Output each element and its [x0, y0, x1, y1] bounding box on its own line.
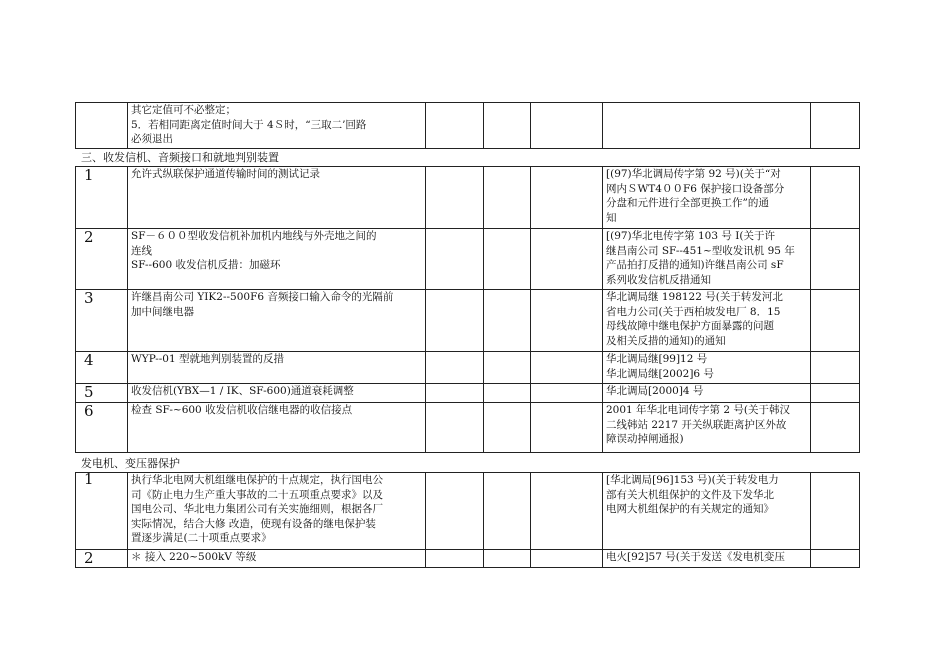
reference-cell: 电火[92]57 号(关于发送《发电机变压	[603, 550, 811, 568]
item-content: 检查 SF-~600 收发信机收信继电器的收信接点	[128, 403, 426, 453]
reference-cell: [华北调局[96]153 号)(关于转发电力 部有关大机组保护的文件及下发华北 电网大机组保护的有关规定的通知》	[603, 473, 811, 550]
row-number: 4	[76, 352, 128, 384]
empty-cell	[484, 103, 531, 149]
item-content: ＊ 接入 220~500kV 等级	[128, 550, 426, 568]
table-row	[76, 384, 860, 403]
empty-cell	[426, 352, 484, 384]
row-number: 6	[76, 403, 128, 453]
row-number: 1	[76, 473, 128, 550]
section-heading: 发电机、变压器保护	[81, 457, 180, 470]
empty-cell	[484, 229, 531, 290]
empty-cell	[531, 229, 603, 290]
empty-cell	[531, 403, 603, 453]
reference-cell	[603, 103, 811, 149]
row-number	[76, 103, 128, 149]
empty-cell	[484, 384, 531, 403]
empty-cell	[484, 473, 531, 550]
reference-cell: 华北调局继[99]12 号 华北调局继[2002]6 号	[603, 352, 811, 384]
table-row	[76, 473, 860, 550]
empty-cell	[531, 103, 603, 149]
row-number: 3	[76, 290, 128, 352]
item-content: 收发信机(YBX—1 / IK、SF-600)通道衰耗调整	[128, 384, 426, 403]
empty-cell	[426, 103, 484, 149]
table-row	[76, 103, 860, 149]
empty-cell	[426, 473, 484, 550]
reference-cell: 2001 年华北电词传字第 2 号(关于韩汉 二线韩站 2217 开关纵联距离护区外故 障误动掉闸通报)	[603, 403, 811, 453]
reference-cell: [(97)华北电传字第 103 号 I(关于许 继昌南公司 SF--451~型收发讯机 95 年 产品拍打反措的通知)许继昌南公司 sF 系列收发信机反措通知	[603, 229, 811, 290]
item-content: SF－６００型收发信机补加机内地线与外壳地之间的 连线 SF--600 收发信机反措：加磁环	[128, 229, 426, 290]
empty-cell	[484, 403, 531, 453]
empty-cell	[531, 167, 603, 229]
reference-cell: 华北调局[2000]4 号	[603, 384, 811, 403]
empty-cell	[426, 384, 484, 403]
reference-cell: 华北调局继 198122 号(关于转发河北 省电力公司(关于西柏坡发电厂 8．15 母线故障中继电保护方面暴露的问题 及相关反措的通知)的通知	[603, 290, 811, 352]
empty-cell	[426, 403, 484, 453]
empty-cell	[484, 290, 531, 352]
table-row	[76, 550, 860, 568]
reference-cell: [(97)华北调局传字第 92 号)(关于“对 网内ＳWT4００F6 保护接口设备部分 分盘和元件进行全部更换工作”的通 知	[603, 167, 811, 229]
empty-cell	[531, 473, 603, 550]
row-number: 5	[76, 384, 128, 403]
empty-cell	[811, 167, 860, 229]
row-number: 2	[76, 550, 128, 568]
table-row	[76, 167, 860, 229]
item-content: 其它定值可不必整定； 5．若相同距离定值时间大于 4Ｓ时，“三取二’回路 必须退出	[128, 103, 426, 149]
empty-cell	[811, 403, 860, 453]
table-continued	[75, 102, 860, 149]
empty-cell	[426, 290, 484, 352]
table-generator-protection	[75, 472, 860, 568]
empty-cell	[531, 290, 603, 352]
table-row	[76, 352, 860, 384]
row-number: 1	[76, 167, 128, 229]
item-content: 许继昌南公司 YIK2--500F6 音频接口输入命令的光隔前 加中间继电器	[128, 290, 426, 352]
table-row	[76, 229, 860, 290]
empty-cell	[531, 352, 603, 384]
table-row	[76, 290, 860, 352]
empty-cell	[531, 550, 603, 568]
empty-cell	[426, 229, 484, 290]
empty-cell	[484, 167, 531, 229]
section-heading: 三、收发信机、音频接口和就地判别装置	[81, 151, 279, 164]
item-content: 执行华北电网大机组继电保护的十点规定，执行国电公 司《防止电力生产重大事故的二十五项重点要求》以及 国电公司、华北电力集团公司有关实施细则，根据各厂 实际情况，结合大修 改造，使现有设备的继电保护装 置逐步满足(二十项重点要求》	[128, 473, 426, 550]
empty-cell	[531, 384, 603, 403]
row-number: 2	[76, 229, 128, 290]
empty-cell	[811, 384, 860, 403]
empty-cell	[426, 550, 484, 568]
empty-cell	[426, 167, 484, 229]
table-transceivers	[75, 166, 860, 453]
empty-cell	[484, 550, 531, 568]
table-row	[76, 403, 860, 453]
empty-cell	[484, 352, 531, 384]
item-content: 允许式纵联保护通道传输时间的测试记录	[128, 167, 426, 229]
empty-cell	[811, 550, 860, 568]
empty-cell	[811, 103, 860, 149]
empty-cell	[811, 473, 860, 550]
item-content: WYP--01 型就地判别装置的反措	[128, 352, 426, 384]
empty-cell	[811, 352, 860, 384]
empty-cell	[811, 290, 860, 352]
empty-cell	[811, 229, 860, 290]
